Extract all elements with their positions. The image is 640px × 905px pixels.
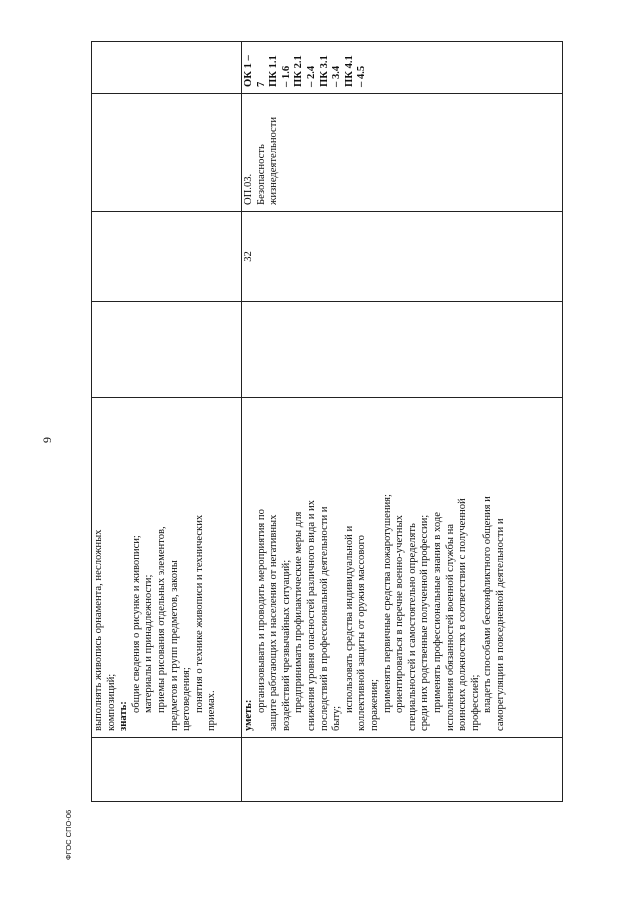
index-cell	[92, 738, 242, 802]
text-line: организовывать и проводить мероприятия по	[255, 509, 267, 713]
text-line: материалы и принадлежности;	[143, 574, 155, 713]
discipline-code: ОП.03.	[243, 173, 254, 205]
text-line: профессией;	[469, 674, 481, 731]
skills-heading: уметь:	[243, 699, 254, 731]
discipline-name: жизнедеятельности	[268, 116, 280, 205]
text-line: понятия о технике живописи и технических	[193, 514, 205, 713]
footer-code: ФГОС СПО-06	[64, 809, 73, 860]
text-line: приемы рисования отдельных элементов,	[155, 526, 167, 713]
page-number: 9	[40, 437, 54, 443]
competency-code: ПК 2.1 – 2.4	[293, 55, 317, 87]
discipline-cell	[242, 94, 563, 212]
competency-cell	[92, 42, 242, 94]
competency-cell	[242, 42, 563, 94]
knowledge-heading: знать:	[118, 701, 130, 731]
discipline-name: Безопасность	[255, 144, 267, 205]
text-line: предпринимать профилактические меры для	[293, 511, 305, 713]
text-line: последствий в профессиональной деятельности и	[318, 506, 330, 731]
hours-cell	[92, 212, 242, 302]
text-line: снижения уровня опасностей различного вида и их	[305, 500, 317, 731]
competency-code: ПК 4.1 – 4.5	[343, 55, 368, 87]
competency-code: ПК 3.1 – 3.4	[318, 55, 343, 87]
text-line: владеть способами бесконфликтного общения и	[482, 496, 494, 713]
text-line: выполнять живопись орнамента, несложных	[93, 529, 104, 731]
table-row	[242, 42, 563, 802]
text-line: общие сведения о рисунке и живописи;	[130, 535, 142, 713]
competency-code: ОК 1 – 7	[243, 55, 267, 87]
hours-cell	[242, 212, 563, 302]
text-line: саморегуляции в повседневной деятельности и	[494, 518, 506, 731]
index-cell	[242, 738, 563, 802]
text-line: предметов и групп предметов, законы	[168, 560, 180, 731]
max-load-cell	[92, 302, 242, 398]
text-line: защите работающих и населения от негативных	[268, 514, 280, 731]
curriculum-table	[91, 41, 563, 802]
text-line: коллективной защиты от оружия массового	[356, 535, 368, 731]
text-line: специальностей и самостоятельно определять	[406, 523, 418, 731]
rotated-page	[91, 42, 563, 802]
hours-value: 32	[243, 251, 254, 262]
text-line: среди них родственные полученной профессии;	[419, 514, 431, 731]
table-row	[92, 42, 242, 802]
text-line: применять профессиональные знания в ходе	[431, 512, 443, 713]
text-line: быту;	[331, 705, 343, 731]
competency-code: ПК 1.1 – 1.6	[268, 55, 292, 87]
text-line: поражения;	[368, 678, 380, 731]
text-line: ориентироваться в перечне военно-учетных	[394, 515, 406, 713]
text-line: применять первичные средства пожаротушения;	[381, 494, 393, 713]
text-line: исполнения обязанностей военной службы на	[444, 523, 456, 731]
text-line: воздействий чрезвычайных ситуаций;	[280, 559, 292, 731]
text-line: использовать средства индивидуальной и	[343, 525, 355, 713]
text-line: цветоведения;	[181, 667, 193, 731]
requirements-cell	[92, 398, 242, 738]
text-line: приемах.	[206, 690, 218, 731]
text-line: воинских должностях в соответствии с полученной	[457, 498, 469, 731]
max-load-cell	[242, 302, 563, 398]
requirements-cell	[242, 398, 563, 738]
text-line: композиций;	[105, 673, 117, 731]
discipline-cell	[92, 94, 242, 212]
